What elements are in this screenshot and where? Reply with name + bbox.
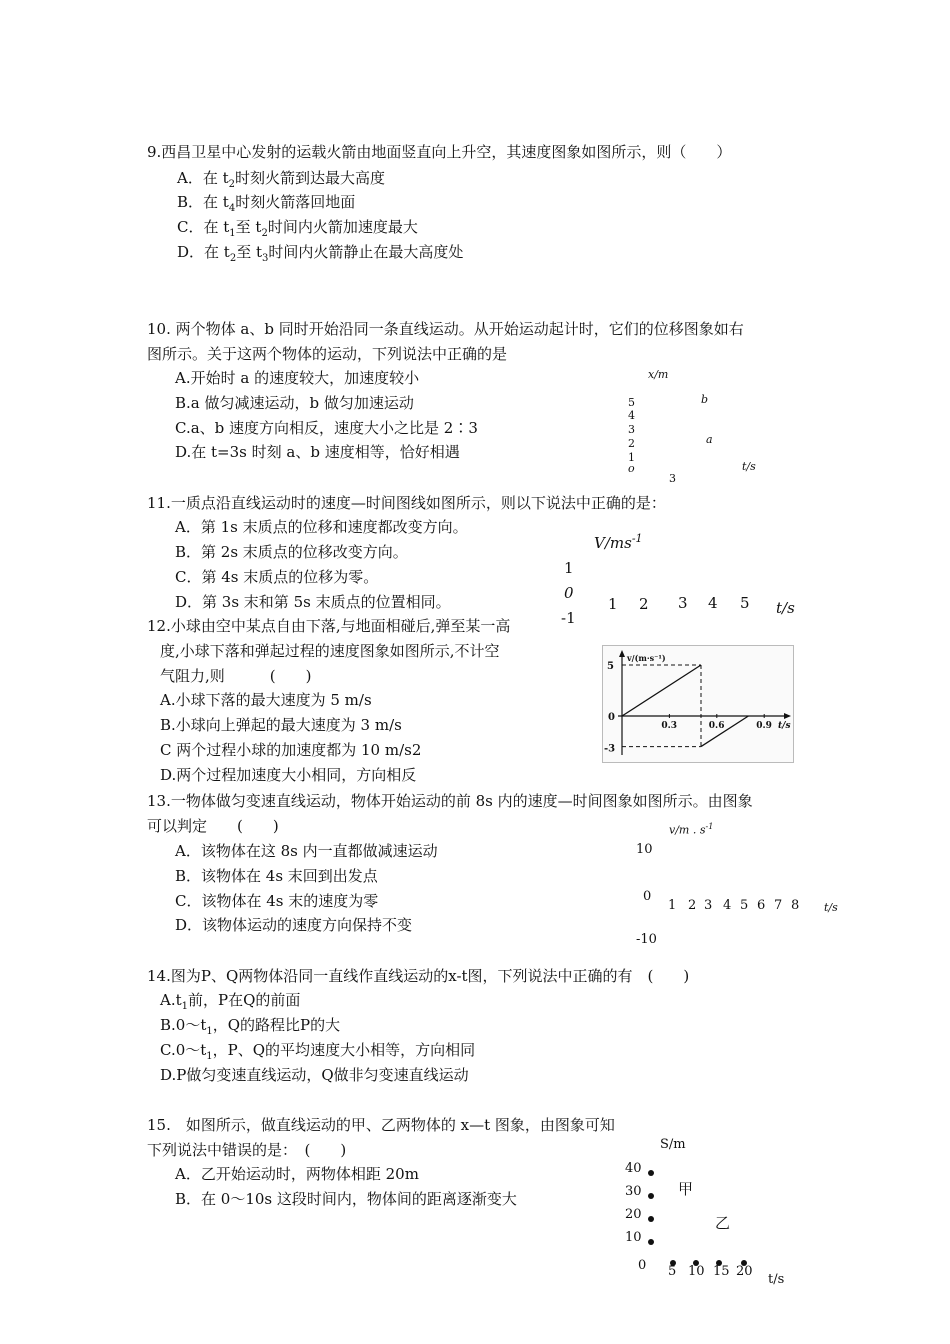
q15-fig-ylabel: S/m <box>660 1137 686 1152</box>
q13-fig-xtick-1: 1 <box>668 898 677 913</box>
q15-stem-line1: 15. 如图所示，做直线运动的甲、乙两物体的 x—t 图象，由图象可知 <box>147 1116 615 1134</box>
q15-fig-xlabel: t/s <box>768 1272 785 1287</box>
q13-fig-xtick-6: 6 <box>757 898 766 913</box>
q13-fig-xlabel: t/s <box>824 901 838 914</box>
q11-fig-ylabel: $V/ms^{-1}$ <box>594 532 643 552</box>
q11-fig-ytick-bottom: -1 <box>561 609 576 627</box>
q15-fig-origin: 0 <box>638 1258 647 1273</box>
q10-fig-label-a: a <box>706 433 713 446</box>
q13-fig-ytick-top: 10 <box>636 842 653 857</box>
q12-chart <box>602 645 794 763</box>
q14-option-d: D.P做匀变速直线运动，Q做非匀变速直线运动 <box>160 1066 469 1084</box>
q13-option-d: D．该物体运动的速度方向保持不变 <box>175 916 413 934</box>
q10-option-a: A.开始时 a 的速度较大，加速度较小 <box>175 369 420 387</box>
q10-fig-ytick-5: 5 <box>628 396 635 409</box>
q10-fig-label-b: b <box>701 393 709 406</box>
q14-option-a: $A.t_1$前，P在Q的前面 <box>160 991 301 1012</box>
q12-xtick-0.6: 0.6 <box>708 721 725 731</box>
q11-stem: 11.一质点沿直线运动时的速度—时间图线如图所示，则以下说法中正确的是： <box>147 494 666 512</box>
q12-stem-line3: 气阻力,则 ( ) <box>160 667 312 685</box>
q11-fig-origin: 0 <box>564 584 574 602</box>
q9-option-b: B．在 $t_4$时刻火箭落回地面 <box>177 193 356 214</box>
q15-fig-dot-20 <box>648 1216 654 1222</box>
q15-option-b: B．在 0～10s 这段时间内，物体间的距离逐渐变大 <box>175 1190 517 1208</box>
q12-xtick-0.9: 0.9 <box>756 721 772 731</box>
q15-fig-dot-40 <box>648 1170 654 1176</box>
q13-fig-xtick-2: 2 <box>688 898 697 913</box>
q14-option-c: $C.0\sim t_1$，P、Q的平均速度大小相等，方向相同 <box>160 1041 476 1062</box>
q11-option-c: C．第 4s 末质点的位移为零。 <box>175 568 379 586</box>
q12-xlabel: t/s <box>778 721 791 731</box>
q11-fig-xtick-5: 5 <box>740 594 750 612</box>
q15-fig-label-jia: 甲 <box>678 1180 694 1198</box>
q13-option-b: B．该物体在 4s 末回到出发点 <box>175 867 378 885</box>
q14-option-b: $B.0\sim t_1$，Q的路程比P的大 <box>160 1016 341 1037</box>
q13-fig-origin: 0 <box>643 889 652 904</box>
q11-option-d: D．第 3s 末和第 5s 末质点的位置相同。 <box>175 593 451 611</box>
q10-fig-ytick-1: 1 <box>628 451 635 464</box>
q15-fig-xtick-20: 20 <box>736 1264 753 1279</box>
q10-fig-origin: o <box>628 462 635 475</box>
q10-fig-ytick-2: 2 <box>628 437 635 450</box>
q13-fig-xtick-8: 8 <box>791 898 800 913</box>
q11-fig-xtick-2: 2 <box>639 595 649 613</box>
q15-option-a: A．乙开始运动时，两物体相距 20m <box>175 1165 419 1183</box>
q12-xtick-0.3: 0.3 <box>661 721 678 731</box>
q12-ylabel: v/(m·s⁻¹) <box>627 653 666 663</box>
q11-fig-xlabel: t/s <box>776 599 795 617</box>
q12-option-b: B.小球向上弹起的最大速度为 3 m/s <box>160 716 402 734</box>
q12-option-a: A.小球下落的最大速度为 5 m/s <box>160 691 372 709</box>
q11-fig-ytick-top: 1 <box>564 559 574 577</box>
q13-option-c: C．该物体在 4s 末的速度为零 <box>175 892 379 910</box>
q13-fig-xtick-7: 7 <box>774 898 783 913</box>
q12-ytick-5: 5 <box>607 661 614 672</box>
q11-fig-xtick-4: 4 <box>708 594 718 612</box>
q10-stem-line1: 10. 两个物体 a、b 同时开始沿同一条直线运动。从开始运动起计时，它们的位移图象如右 <box>147 320 744 338</box>
q13-stem-line2: 可以判定 ( ) <box>147 817 279 835</box>
q11-fig-xtick-3: 3 <box>678 594 688 612</box>
q10-fig-ylabel: x/m <box>648 368 669 381</box>
q10-stem-line2: 图所示。关于这两个物体的运动，下列说法中正确的是 <box>147 345 508 363</box>
q12-stem-line2: 度,小球下落和弹起过程的速度图象如图所示,不计空 <box>160 642 500 660</box>
q10-option-b: B.a 做匀减速运动，b 做匀加速运动 <box>175 394 414 412</box>
q15-stem-line2: 下列说法中错误的是： ( ) <box>147 1141 347 1159</box>
q15-fig-ytick-10: 10 <box>625 1230 642 1245</box>
q9-option-d: D．在 $t_2$至 $t_3$时间内火箭静止在最大高度处 <box>177 243 464 264</box>
q13-fig-xtick-5: 5 <box>740 898 749 913</box>
q13-fig-ylabel: v/m . $s^{-1}$ <box>669 822 714 837</box>
q10-fig-ytick-4: 4 <box>628 409 635 422</box>
q15-fig-ytick-30: 30 <box>625 1184 642 1199</box>
q10-option-c: C.a、b 速度方向相反，速度大小之比是 2∶3 <box>175 419 478 437</box>
q13-fig-ytick-bottom: -10 <box>636 932 657 947</box>
q15-fig-ytick-20: 20 <box>625 1207 642 1222</box>
q11-option-b: B．第 2s 末质点的位移改变方向。 <box>175 543 408 561</box>
q14-stem: 14.图为P、Q两物体沿同一直线作直线运动的x-t图，下列说法中正确的有 ( ) <box>147 967 690 985</box>
q9-option-a: A．在 $t_2$时刻火箭到达最大高度 <box>177 169 386 190</box>
q10-option-d: D.在 t=3s 时刻 a、b 速度相等，恰好相遇 <box>175 443 460 461</box>
q10-fig-ytick-3: 3 <box>628 423 635 436</box>
q10-fig-xtick-3: 3 <box>669 472 676 485</box>
q12-stem-line1: 12.小球由空中某点自由下落,与地面相碰后,弹至某一高 <box>147 617 511 635</box>
q13-option-a: A．该物体在这 8s 内一直都做减速运动 <box>175 842 438 860</box>
q15-fig-xtick-15: 15 <box>713 1264 730 1279</box>
q13-stem: 13.一物体做匀变速直线运动，物体开始运动的前 8s 内的速度—时间图象如图所示。由图象 <box>147 792 753 810</box>
q15-fig-dot-10 <box>648 1239 654 1245</box>
q12-option-d: D.两个过程加速度大小相同，方向相反 <box>160 766 417 784</box>
q15-fig-xtick-5: 5 <box>668 1264 677 1279</box>
q9-stem: 9.西昌卫星中心发射的运载火箭由地面竖直向上升空，其速度图象如图所示，则（ ） <box>147 143 732 161</box>
q12-option-c: C 两个过程小球的加速度都为 10 m/s2 <box>160 741 422 759</box>
q13-fig-xtick-3: 3 <box>704 898 713 913</box>
q15-fig-ytick-40: 40 <box>625 1161 642 1176</box>
q15-fig-dot-30 <box>648 1193 654 1199</box>
q11-fig-xtick-1: 1 <box>608 595 618 613</box>
q15-fig-xtick-10: 10 <box>688 1264 705 1279</box>
q10-fig-xlabel: t/s <box>742 460 756 473</box>
q12-origin: 0 <box>608 712 615 723</box>
q12-ytick-neg3: -3 <box>604 743 616 755</box>
q13-fig-xtick-4: 4 <box>723 898 732 913</box>
q9-option-c: C．在 $t_1$至 $t_2$时间内火箭加速度最大 <box>177 218 418 239</box>
q11-option-a: A．第 1s 末质点的位移和速度都改变方向。 <box>175 518 468 536</box>
q15-fig-label-yi: 乙 <box>715 1214 731 1232</box>
